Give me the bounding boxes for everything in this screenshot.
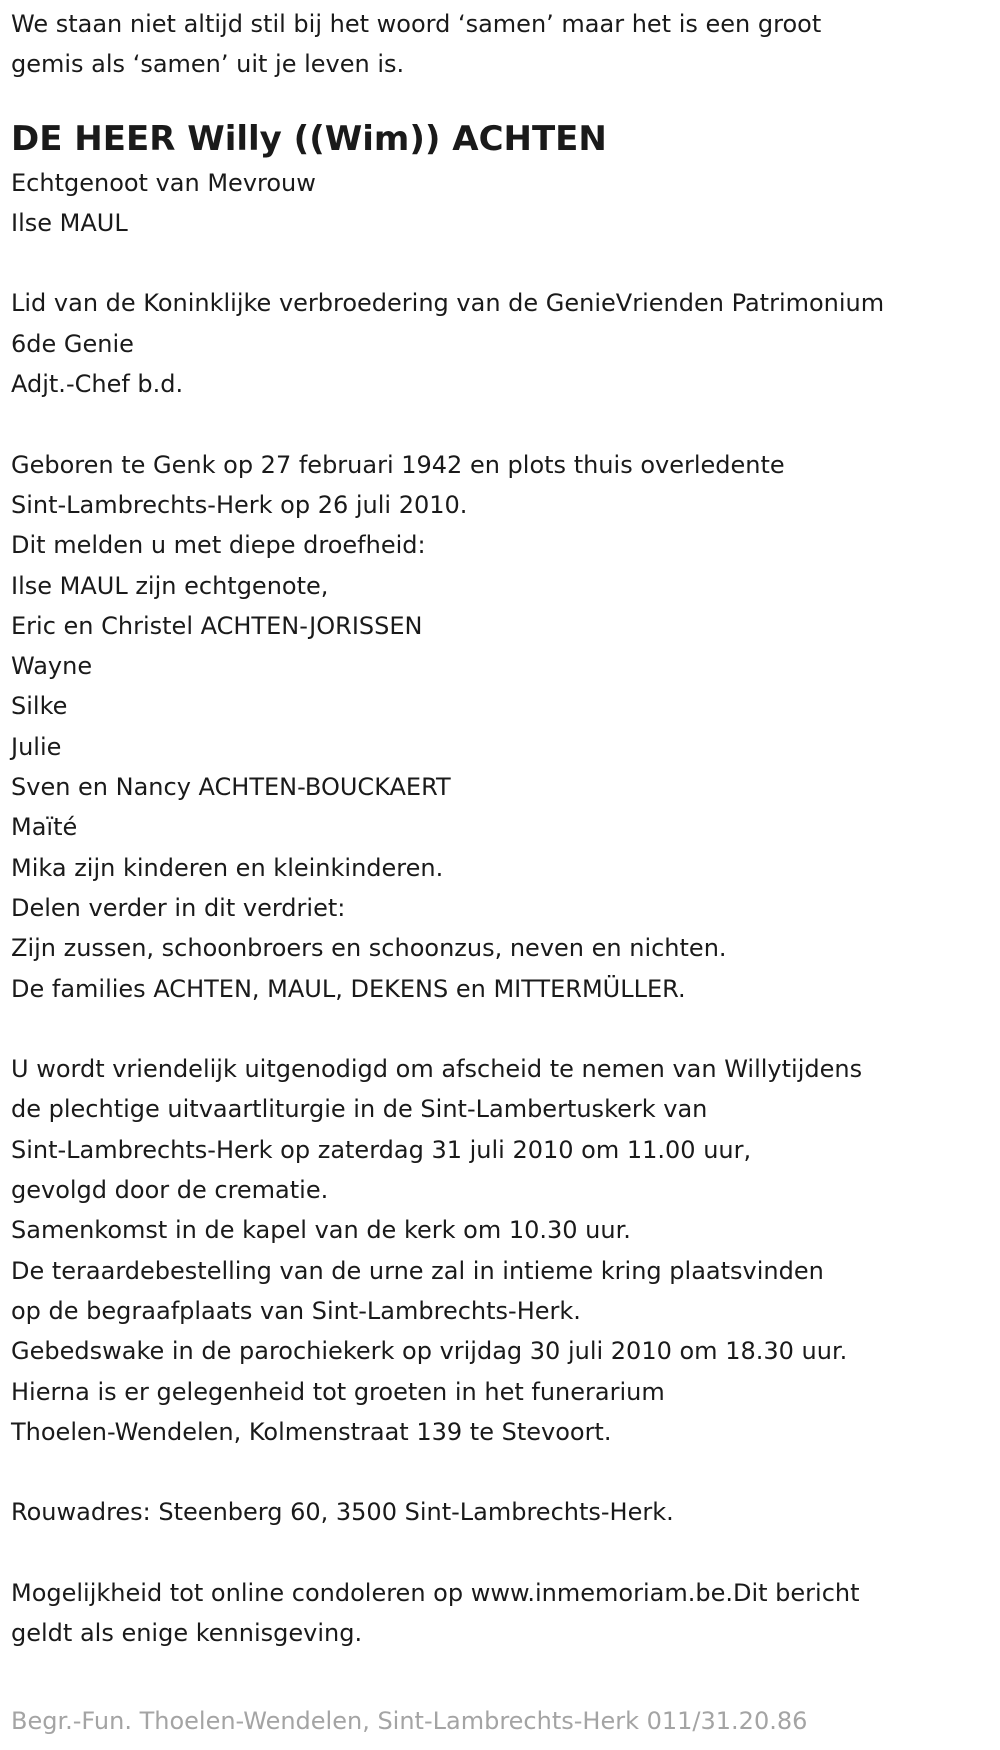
ceremony-line: Sint-Lambrechts-Herk op zaterdag 31 juli 2010 om 11.00 uur, — [11, 1135, 752, 1164]
membership-line: 6de Genie — [11, 329, 134, 358]
membership-line: Adjt.-Chef b.d. — [11, 370, 184, 399]
ceremony-line: Gebedswake in de parochiekerk op vrijdag 30 juli 2010 om 18.30 uur. — [11, 1337, 848, 1366]
ceremony-line: de plechtige uitvaartliturgie in de Sint-Lambertuskerk van — [11, 1095, 708, 1124]
ceremony-line: Hierna is er gelegenheid tot groeten in het funerarium — [11, 1377, 665, 1406]
intro-line: gemis als ‘samen’ uit je leven is. — [11, 50, 405, 79]
closing-line: geldt als enige kennisgeving. — [11, 1619, 363, 1648]
ceremony-line: De teraardebestelling van de urne zal in intieme kring plaatsvinden — [11, 1256, 824, 1285]
announcement-line: Julie — [11, 732, 62, 761]
intro-line: We staan niet altijd stil bij het woord ‘samen’ maar het is een groot — [11, 10, 822, 38]
announcement-line: Dit melden u met diepe droefheid: — [11, 531, 426, 560]
announcement-line: Sint-Lambrechts-Herk op 26 juli 2010. — [11, 490, 468, 519]
ceremony-line: Samenkomst in de kapel van de kerk om 10.30 uur. — [11, 1216, 631, 1245]
announcement-line: Maïté — [11, 813, 78, 842]
spacer — [11, 1009, 996, 1049]
announcement-line: Geboren te Genk op 27 februari 1942 en plots thuis overledente — [11, 450, 785, 479]
spouse-line: Echtgenoot van Mevrouw — [11, 168, 316, 197]
ceremony-line: Thoelen-Wendelen, Kolmenstraat 139 te Stevoort. — [11, 1417, 612, 1446]
announcement-line: Delen verder in dit verdriet: — [11, 893, 346, 922]
announcement-line: Silke — [11, 692, 68, 721]
funeral-home-footer: Begr.-Fun. Thoelen-Wendelen, Sint-Lambrechts-Herk 011/31.20.86 — [11, 1707, 808, 1735]
announcement-line: De families ACHTEN, MAUL, DEKENS en MITTERMÜLLER. — [11, 974, 686, 1003]
membership-line: Lid van de Koninklijke verbroedering van de GenieVrienden Patrimonium — [11, 289, 885, 318]
obituary-notice — [11, 4, 996, 1654]
ceremony-line: U wordt vriendelijk uitgenodigd om afscheid te nemen van Willytijdens — [11, 1055, 863, 1084]
deceased-name: DE HEER Willy ((Wim)) ACHTEN — [11, 118, 607, 159]
spouse-line: Ilse MAUL — [11, 208, 128, 237]
ceremony-line: gevolgd door de crematie. — [11, 1176, 329, 1205]
announcement-block — [11, 445, 996, 1009]
mourning-address: Rouwadres: Steenberg 60, 3500 Sint-Lambrechts-Herk. — [11, 1498, 674, 1527]
announcement-line: Eric en Christel ACHTEN-JORISSEN — [11, 611, 423, 640]
closing-line: Mogelijkheid tot online condoleren op www.inmemoriam.be.Dit bericht — [11, 1578, 860, 1607]
announcement-line: Mika zijn kinderen en kleinkinderen. — [11, 853, 444, 882]
announcement-line: Sven en Nancy ACHTEN-BOUCKAERT — [11, 773, 451, 802]
announcement-line: Wayne — [11, 652, 93, 681]
intro-quote — [11, 4, 996, 85]
spacer — [11, 404, 996, 444]
closing-block — [11, 1573, 996, 1654]
spouse-block — [11, 163, 996, 244]
ceremony-block — [11, 1049, 996, 1452]
spacer — [11, 1533, 996, 1573]
announcement-line: Zijn zussen, schoonbroers en schoonzus, neven en nichten. — [11, 934, 727, 963]
announcement-line: Ilse MAUL zijn echtgenote, — [11, 571, 329, 600]
membership-block — [11, 283, 996, 404]
address-block — [11, 1492, 996, 1532]
ceremony-line: op de begraafplaats van Sint-Lambrechts-Herk. — [11, 1296, 581, 1325]
spacer — [11, 243, 996, 283]
spacer — [11, 1452, 996, 1492]
